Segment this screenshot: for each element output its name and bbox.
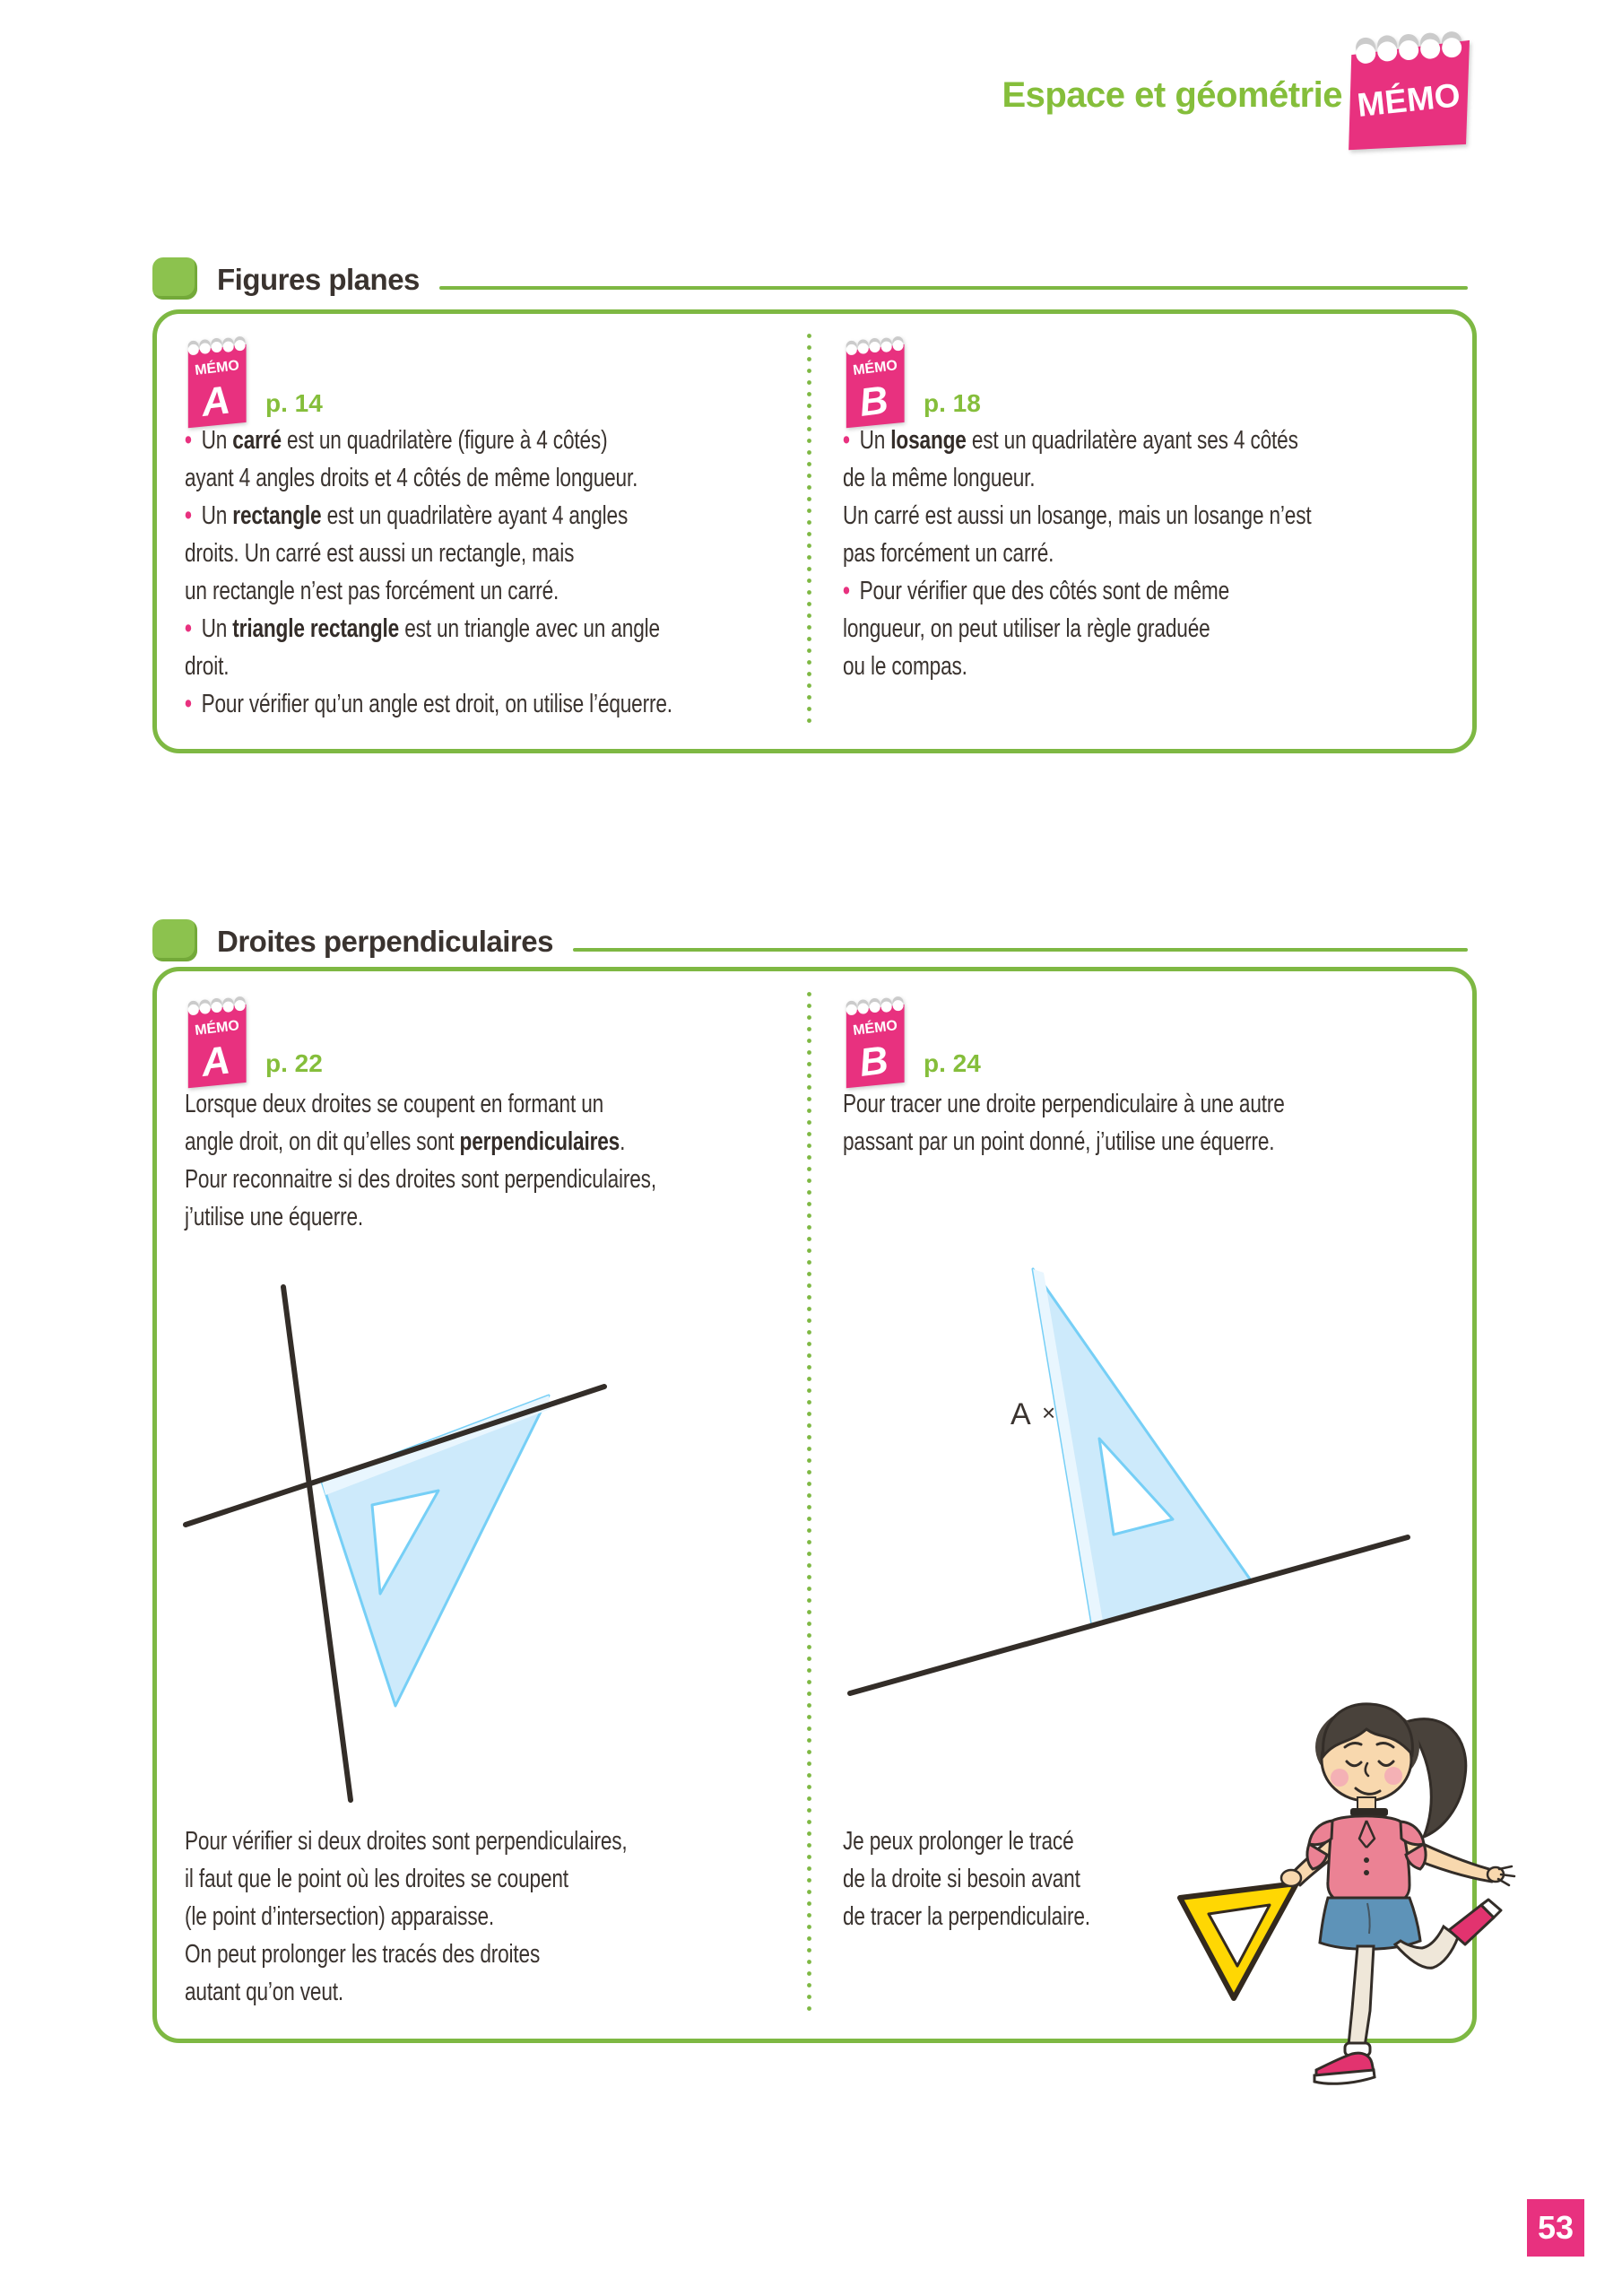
column-divider xyxy=(807,988,811,2014)
section-title: Figures planes xyxy=(217,263,420,296)
line-steep xyxy=(283,1287,351,1800)
page-header-title: Espace et géométrie xyxy=(1002,75,1342,115)
memo-page-ref: p. 18 xyxy=(924,389,981,417)
page-number: 53 xyxy=(1537,2209,1574,2246)
memo-text-bottom: Je peux prolonger le tracé de la droite si besoin avant de tracer la perpendiculaire. xyxy=(843,1827,1090,1931)
memo-word: MÉMO xyxy=(194,1018,240,1039)
column-divider xyxy=(807,330,811,728)
memo-note-b2 xyxy=(843,994,909,1089)
memo-letter: A xyxy=(198,378,233,425)
point-a-label: A xyxy=(1010,1397,1031,1431)
memo-letter: B xyxy=(856,378,891,425)
section-rule xyxy=(439,286,1468,290)
perpendicular-tracing-diagram xyxy=(834,1256,1426,1722)
hand-on-square xyxy=(1281,1870,1301,1886)
girl-illustration xyxy=(1166,1684,1524,2088)
section-droites-perpendiculaires-header xyxy=(152,919,1468,961)
memo-word: MÉMO xyxy=(194,358,240,379)
memo-letter: A xyxy=(198,1038,233,1085)
memo-text: Pour tracer une droite perpendiculaire à une autre passant par un point donné, j’utilise une équerre. xyxy=(843,1090,1285,1156)
memo-text: • Un losange est un quadrilatère ayant ses 4 côtés de la même longueur. Un carré est aussi un losange, mais un losange n’est pas forcément un carré. • Pour vérifier que des côtés sont de même longueur, on peut utiliser la règle graduée ou le compas. xyxy=(843,426,1312,681)
section-title: Droites perpendiculaires xyxy=(217,925,553,958)
section-bullet-icon xyxy=(152,257,197,300)
section-rule xyxy=(573,948,1468,952)
memo-note-b1 xyxy=(843,334,909,429)
memo-note-a1 xyxy=(185,334,251,429)
perpendicular-check-diagram xyxy=(170,1274,619,1812)
memo-page-ref: p. 22 xyxy=(265,1049,323,1077)
memo-letter: B xyxy=(856,1038,891,1085)
page-number-badge xyxy=(1527,2199,1584,2257)
section-figures-planes-header xyxy=(152,257,1468,300)
memo-header-badge xyxy=(1343,27,1476,158)
memo-text: Lorsque deux droites se coupent en formant un angle droit, on dit qu’elles sont perpendiculaires. Pour reconnaitre si des droites sont perpendiculaires, j’utilise une équerre. xyxy=(185,1090,656,1231)
memo-word: MÉMO xyxy=(852,1018,898,1039)
standing-leg xyxy=(1349,1946,1374,2047)
point-a-marker: × xyxy=(1042,1399,1056,1426)
memo-note-a2 xyxy=(185,994,251,1089)
memo-word: MÉMO xyxy=(852,358,898,379)
memo-text-bottom: Pour vérifier si deux droites sont perpendiculaires, il faut que le point où les droites se coupent (le point d’intersection) apparaisse. On peut prolonger les tracés des droites autant qu’on veut. xyxy=(185,1827,628,2006)
memo-text: • Un carré est un quadrilatère (figure à 4 côtés) ayant 4 angles droits et 4 côtés de même longueur. • Un rectangle est un quadrilatère ayant 4 angles droits. Un carré est aussi un rectangle, mais un rectangle n’est pas forcément un carré. • Un triangle rectangle est un triangle avec un angle droit. • Pour vérifier qu’un angle est droit, on utilise l’équerre. xyxy=(185,426,672,718)
memo-page-ref: p. 14 xyxy=(265,389,323,417)
section-bullet-icon xyxy=(152,919,197,961)
memo-header-label: MÉMO xyxy=(1355,76,1462,124)
memo-page-ref: p. 24 xyxy=(924,1049,981,1077)
